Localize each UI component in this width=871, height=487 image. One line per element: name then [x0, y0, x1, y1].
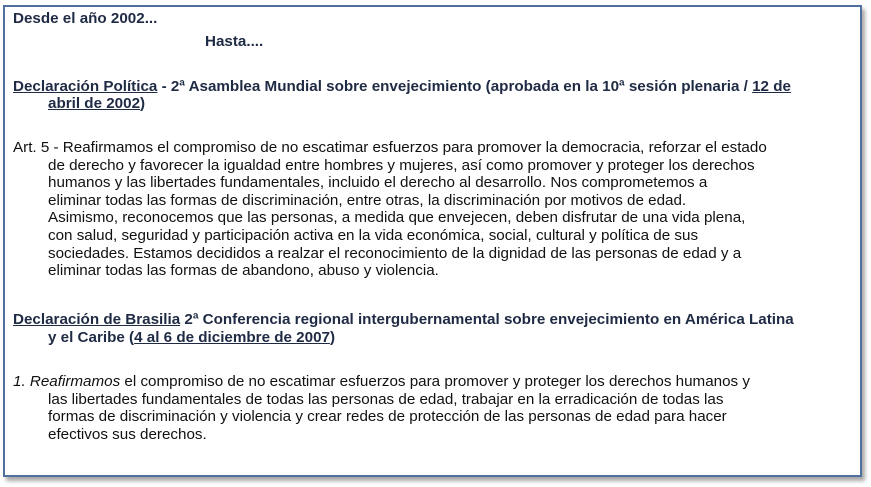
item-1-paragraph: [13, 373, 750, 443]
article-5-line: sociedades. Estamos decididos a realzar el reconocimiento de la dignidad de las personas de edad y a: [48, 244, 742, 262]
article-5-line: humanos y las libertades fundamentales, incluido el derecho al desarrollo. Nos comprometemos a: [48, 174, 708, 192]
brasilia-declaration-heading-line2: [48, 329, 335, 347]
political-declaration-title: Declaración Política: [13, 78, 158, 95]
item-1-line1-rest: el compromiso de no escatimar esfuerzos para promover y proteger los derechos humanos y: [120, 373, 750, 390]
brasilia-declaration-subtitle-cont: y el Caribe (: [48, 329, 135, 346]
since-label: Desde el año 2002...: [13, 10, 158, 27]
article-5-line: Asimismo, reconocemos que las personas, a medida que envejecen, deben disfrutar de una vida plena,: [48, 209, 746, 227]
political-declaration-heading-line2: [48, 95, 145, 113]
article-5-line: Art. 5 - Reafirmamos el compromiso de no escatimar esfuerzos para promover la democracia, reforzar el estado: [13, 139, 767, 156]
item-1-number: 1.: [13, 373, 30, 390]
political-declaration-date-part1: 12 de: [752, 78, 791, 95]
article-5-line: con salud, seguridad y participación activa en la vida económica, social, cultural y política de sus: [48, 226, 699, 244]
article-5-line: eliminar todas las formas de discriminación, entre otras, la discriminación por motivos de edad.: [48, 191, 687, 209]
item-1-verb: Reafirmamos: [29, 373, 121, 390]
item-1-line: efectivos sus derechos.: [48, 425, 207, 443]
item-1-line: las libertades fundamentales de todas las personas de edad, trabajar en la erradicación de todas las: [48, 390, 724, 408]
brasilia-declaration-heading: [13, 311, 794, 329]
political-declaration-sep: -: [157, 78, 171, 95]
item-1-line: formas de discriminación y violencia y crear redes de protección de las personas de edad para hacer: [48, 408, 727, 426]
political-declaration-date-part2: abril de 2002: [48, 95, 141, 112]
article-5-line: de derecho y favorecer la igualdad entre hombres y mujeres, así como promover y proteger los derechos: [48, 156, 755, 174]
item-1-line: [13, 373, 750, 391]
political-declaration-close: ): [140, 95, 146, 112]
brasilia-declaration-subtitle: 2ª Conferencia regional intergubernamental sobre envejecimiento en América Latina: [180, 311, 794, 328]
until-label: Hasta....: [205, 33, 264, 50]
brasilia-declaration-date: 4 al 6 de diciembre de 2007: [134, 329, 330, 346]
article-5-line: eliminar todas las formas de abandono, abuso y violencia.: [48, 262, 439, 280]
political-declaration-subtitle: 2ª Asamblea Mundial sobre envejecimiento (aprobada en la 10ª sesión plenaria /: [170, 78, 753, 95]
article-5-paragraph: [13, 139, 767, 280]
brasilia-declaration-close: ): [329, 329, 336, 346]
political-declaration-heading: [13, 78, 791, 96]
brasilia-declaration-title: Declaración de Brasilia: [13, 311, 181, 328]
